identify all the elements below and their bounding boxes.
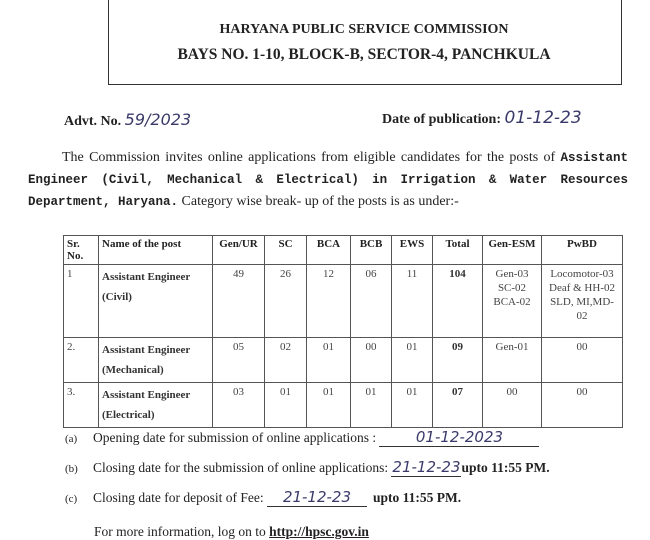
intro-paragraph — [28, 147, 628, 213]
table-cell: Locomotor-03 Deaf & HH-02 SLD, MI,MD-02 — [542, 265, 623, 338]
item-marker: (b) — [65, 463, 78, 475]
posts-table — [63, 235, 623, 428]
table-cell: 01 — [392, 383, 433, 428]
date-suffix: upto 11:55 PM. — [461, 460, 550, 475]
table-cell: 3. — [64, 383, 99, 428]
column-header: Gen-ESM — [483, 236, 542, 265]
advt-value: 59/2023 — [124, 110, 192, 129]
date-item — [65, 458, 550, 477]
intro-text: The Commission invites online applications from eligible candidates for the posts of — [62, 150, 556, 165]
publication-value: 01-12-23 — [504, 108, 582, 128]
column-header: BCB — [351, 236, 392, 265]
table-cell: 01 — [307, 338, 351, 383]
table-cell: 05 — [213, 338, 265, 383]
table-cell: 00 — [542, 338, 623, 383]
column-header: EWS — [392, 236, 433, 265]
table-cell: 49 — [213, 265, 265, 338]
footer-info — [94, 524, 369, 540]
table-cell: 00 — [483, 383, 542, 428]
table-row — [64, 383, 623, 428]
table-cell: 01 — [307, 383, 351, 428]
table-cell: 02 — [265, 338, 307, 383]
date-item — [65, 428, 539, 447]
column-header: SC — [265, 236, 307, 265]
table-cell: Assistant Engineer (Electrical) — [99, 383, 213, 428]
commission-address: BAYS NO. 1-10, BLOCK-B, SECTOR-4, PANCHKULA — [177, 46, 551, 63]
table-cell: 00 — [542, 383, 623, 428]
table-cell: 01 — [392, 338, 433, 383]
date-value: 21-12-23 — [392, 458, 461, 476]
column-header: Gen/UR — [213, 236, 265, 265]
column-header: Total — [433, 236, 483, 265]
column-header: BCA — [307, 236, 351, 265]
date-label: Closing date for deposit of Fee: — [93, 490, 264, 505]
table-row — [64, 265, 623, 338]
table-cell: 00 — [351, 338, 392, 383]
table-cell: 12 — [307, 265, 351, 338]
table-header-row — [64, 236, 623, 265]
advt-number — [64, 110, 191, 130]
table-cell: 104 — [433, 265, 483, 338]
table-cell: 06 — [351, 265, 392, 338]
table-cell: Gen-03 SC-02 BCA-02 — [483, 265, 542, 338]
table-cell: Gen-01 — [483, 338, 542, 383]
column-header: PwBD — [542, 236, 623, 265]
date-suffix: upto 11:55 PM. — [372, 490, 462, 505]
header-box — [108, 0, 622, 85]
column-header: Name of the post — [99, 236, 213, 265]
table-cell: 11 — [392, 265, 433, 338]
date-label: Opening date for submission of online applications : — [93, 430, 377, 445]
table-cell: 1 — [64, 265, 99, 338]
column-header: Sr. No. — [64, 236, 99, 265]
date-item — [65, 488, 461, 507]
footer-text: For more information, log on to — [94, 524, 266, 539]
table-cell: 03 — [213, 383, 265, 428]
advt-label: Advt. No. — [64, 114, 122, 129]
table-cell: 01 — [351, 383, 392, 428]
intro-text2: Category wise break- up of the posts is as under:- — [178, 194, 459, 209]
publication-label: Date of publication: — [382, 112, 501, 127]
table-cell: 26 — [265, 265, 307, 338]
table-cell: 07 — [433, 383, 483, 428]
table-cell: 09 — [433, 338, 483, 383]
date-value: 21-12-23 — [267, 488, 367, 507]
date-value: 01-12-2023 — [379, 428, 539, 447]
table-cell: 01 — [265, 383, 307, 428]
publication-date — [382, 108, 582, 128]
table-row — [64, 338, 623, 383]
table-cell: Assistant Engineer (Civil) — [99, 265, 213, 338]
item-marker: (a) — [65, 433, 78, 445]
hpsc-link[interactable]: http://hpsc.gov.in — [269, 524, 369, 539]
item-marker: (c) — [65, 493, 78, 505]
commission-name: HARYANA PUBLIC SERVICE COMMISSION — [219, 22, 509, 37]
date-label: Closing date for the submission of online applications: — [93, 460, 389, 475]
table-cell: Assistant Engineer (Mechanical) — [99, 338, 213, 383]
table-cell: 2. — [64, 338, 99, 383]
intro-bold: Assistant Engineer (Civil, Mechanical & Electrical) in Irrigation & Water Resources Department, Haryana. — [28, 151, 629, 209]
